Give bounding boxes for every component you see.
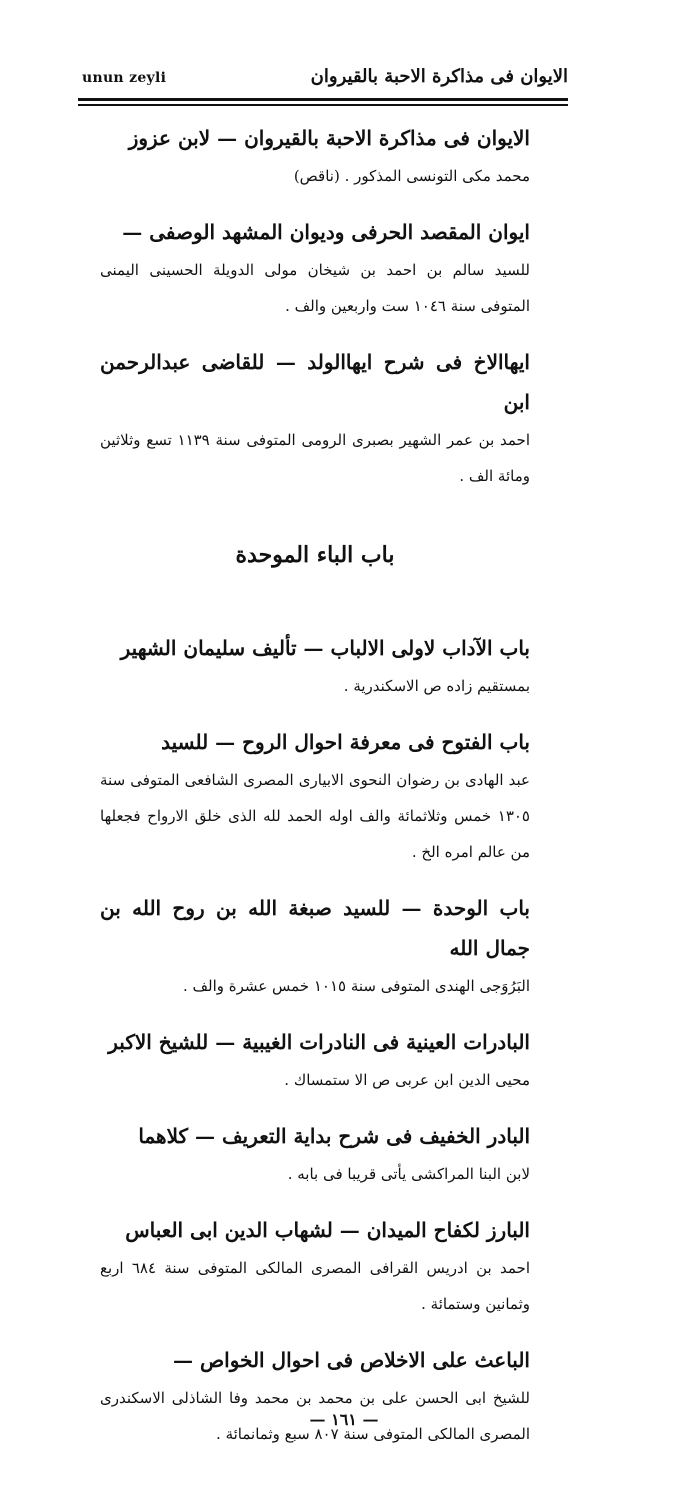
entry [100,888,530,1004]
entry-title: باب الآداب لاولى الالباب — تأليف سليمان الشهير [120,636,530,660]
entry-title: ايوان المقصد الحرفى وديوان المشهد الوصفى — [122,220,530,244]
entry-body: للسيد سالم بن احمد بن شيخان مولى الدويلة الحسينى اليمنى المتوفى سنة ١٠٤٦ ست واربعين والف . [100,261,530,315]
entry [100,628,530,704]
entry-body: للشيخ ابى الحسن على بن محمد بن محمد وفا الشاذلى الاسكندرى المصرى المالكى المتوفى سنة ٨٠٧ سبع وثمانمائة . [100,1389,530,1443]
running-header [82,66,568,96]
section-heading: باب الباء الموحدة [235,542,395,568]
entry-title: البادرات العينية فى النادرات الغيبية — للشيخ الاكبر [108,1030,530,1054]
entry-body: بمستقيم زاده ص الاسكندرية . [343,677,530,695]
entry-title: الايوان فى مذاكرة الاحبة بالقيروان — لابن عزوز [128,126,530,150]
header-rule-thick [78,98,568,101]
page-number: — ١٦١ — [309,1410,379,1429]
entry-title: البارز لكفاح الميدان — لشهاب الدين ابى العباس [125,1218,530,1242]
entry [100,118,530,194]
entry-title: البادر الخفيف فى شرح بداية التعريف — كلاهما [138,1124,530,1148]
entry-title: باب الفتوح فى معرفة احوال الروح — للسيد [161,730,530,754]
entry-body: لابن البنا المراكشى يأتى قريبا فى بابه . [287,1165,530,1183]
entry-body: احمد بن عمر الشهير بصبرى الرومى المتوفى سنة ١١٣٩ تسع وثلاثين ومائة الف . [100,431,530,485]
entry [100,1210,530,1322]
entry-title: الباعث على الاخلاص فى احوال الخواص — [173,1348,530,1372]
entry [100,342,530,494]
header-running-title: الايوان فى مذاكرة الاحبة بالقيروان [310,66,568,87]
entry-body: احمد بن ادريس القرافى المصرى المالكى المتوفى سنة ٦٨٤ اربع وثمانين وستمائة . [100,1259,530,1313]
page-content [100,118,530,1470]
entry-body: البَرُوَجى الهندى المتوفى سنة ١٠١٥ خمس عشرة والف . [182,977,530,995]
entry-title: ايهاالاخ فى شرح ايهاالولد — للقاضى عبدالرحمن ابن [100,350,530,414]
header-left-label: unun zeyli [82,70,167,86]
entry-body: محمد مكى التونسى المذكور . (ناقص) [293,167,530,185]
entry [100,212,530,324]
entry-body: محيى الدين ابن عربى ص الا ستمساك . [284,1071,530,1089]
entry [100,1116,530,1192]
entry-title: باب الوحدة — للسيد صبغة الله بن روح الله بن جمال الله [100,896,530,960]
header-rule-thin [78,104,568,106]
entry [100,1022,530,1098]
entry [100,1340,530,1452]
entry [100,722,530,870]
entry-body: عبد الهادى بن رضوان النحوى الابيارى المصرى الشافعى المتوفى سنة ١٣٠٥ خمس وثلاثمائة والف اوله الحمد لله الذى خلق الارواح فجعلها من عالم امره الخ . [100,771,530,861]
